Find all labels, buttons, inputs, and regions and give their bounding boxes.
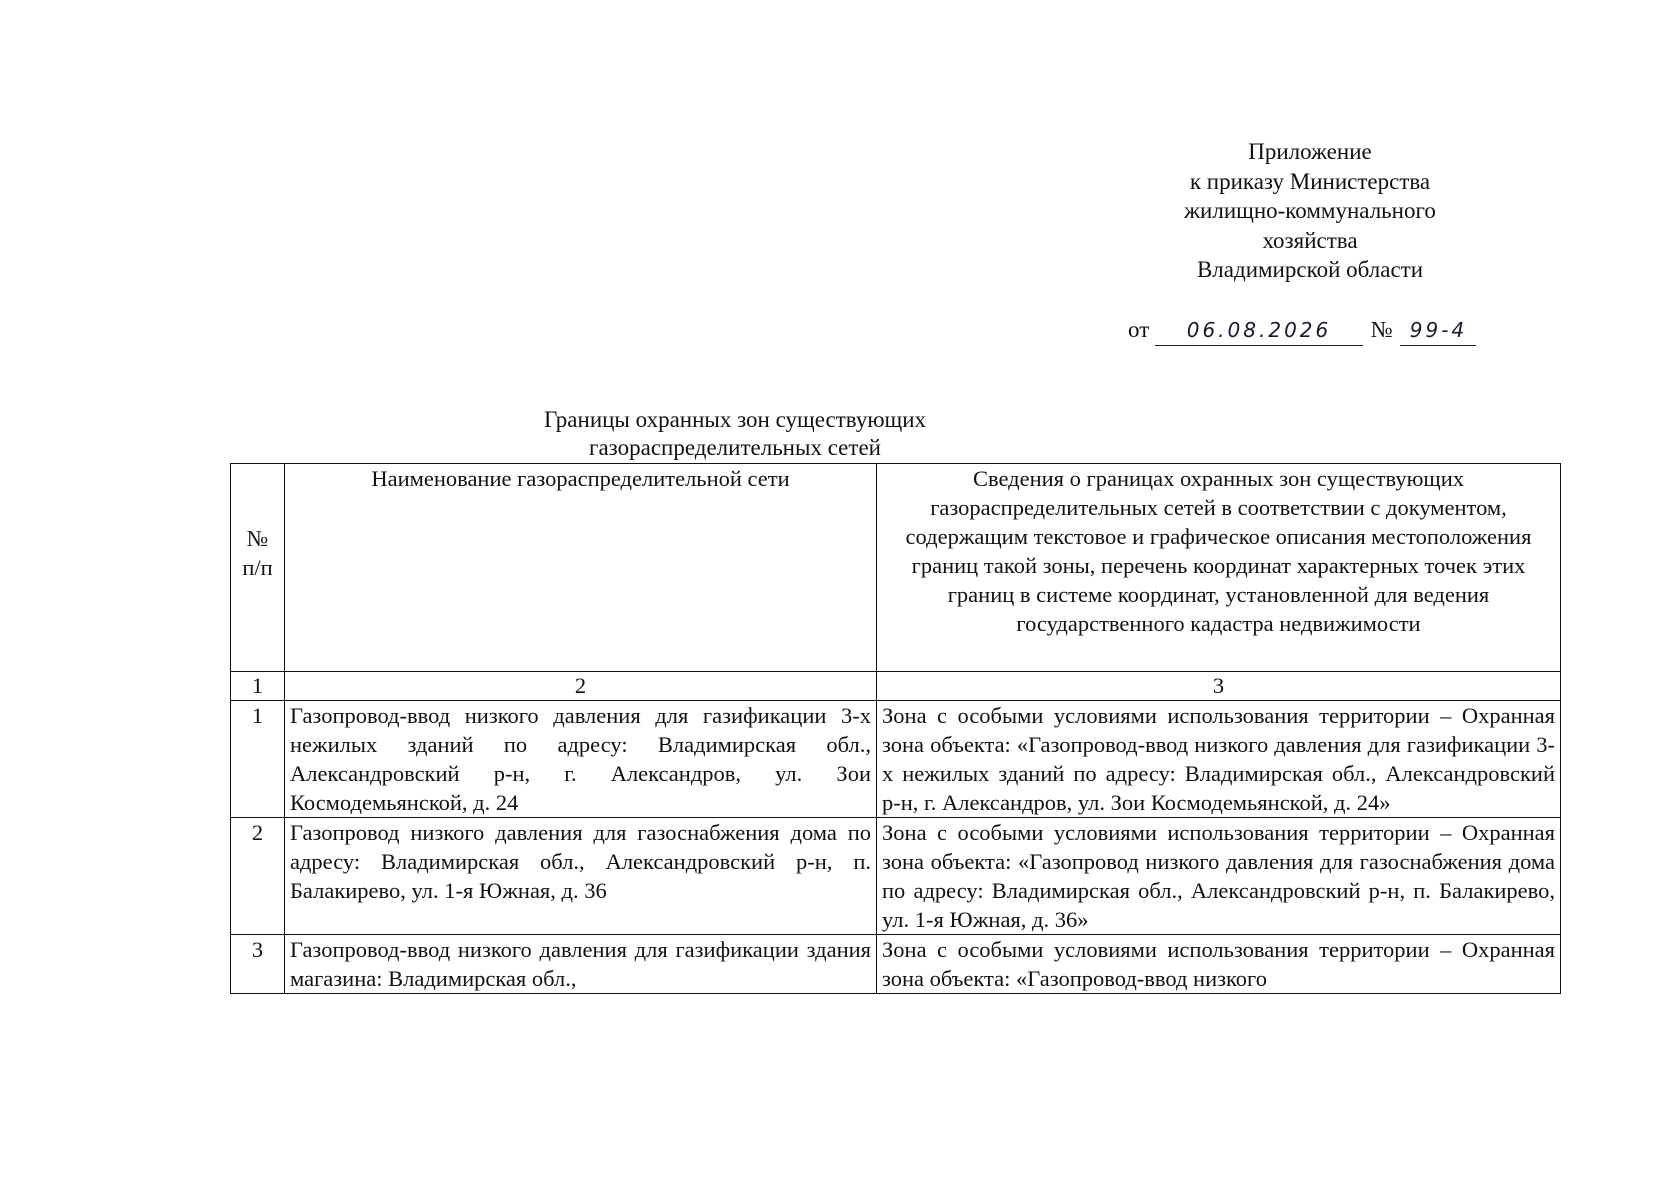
table-header-row — [231, 464, 1561, 672]
header-num-cell — [231, 464, 285, 672]
number-sign: № — [1370, 317, 1393, 342]
table-row — [231, 935, 1561, 994]
appendix-line: к приказу Министерства — [1189, 168, 1431, 194]
handwritten-number: 99-4 — [1400, 316, 1476, 346]
zones-table — [230, 463, 1561, 994]
appendix-block — [1130, 137, 1490, 285]
header-name: Наименование газораспределительной сети — [371, 466, 790, 491]
title-line-2: газораспределительных сетей — [589, 434, 881, 460]
header-num: № п/п — [242, 525, 273, 580]
zones-table-wrapper — [230, 463, 1560, 994]
row-zone-info: Зона с особыми условиями использования территории – Охранная зона объекта: «Газопровод-ввод низкого давления для газификации 3-х нежилых зданий по адресу: Владимирская обл., Александровский р-н, г. Александров, ул. Зои Космодемьянской, д. 24» — [877, 701, 1561, 818]
row-network-name: Газопровод низкого давления для газоснабжения дома по адресу: Владимирская обл., Александровский р-н, п. Балакирево, ул. 1-я Южная, д. 36 — [285, 818, 877, 935]
title-line-1: Границы охранных зон существующих — [543, 407, 927, 432]
document-title — [500, 406, 970, 461]
table-row — [231, 818, 1561, 935]
header-info: Сведения о границах охранных зон существующих газораспределительных сетей в соответствии с документом, содержащим текстовое и графическое описания местоположения границ такой зоны, перечень координат характерных точек этих границ в системе координат, установленной для ведения государственного кадастра недвижимости — [905, 466, 1532, 636]
table-row — [231, 701, 1561, 818]
appendix-line: жилищно-коммунального — [1184, 198, 1436, 223]
appendix-line: Приложение — [1248, 139, 1372, 164]
row-number: 1 — [231, 701, 285, 818]
row-zone-info-clip: Зона с особыми условиями использования территории – Охранная зона объекта: «Газопровод-ввод низкого — [882, 937, 1555, 991]
column-index-cell: 2 — [285, 672, 877, 701]
from-label: от — [1128, 317, 1150, 342]
appendix-line: хозяйства — [1262, 227, 1358, 253]
row-network-name: Газопровод-ввод низкого давления для газификации 3-х нежилых зданий по адресу: Владимирская обл., Александровский р-н, г. Александров, ул. Зои Космодемьянской, д. 24 — [285, 701, 877, 818]
handwritten-date: 06.08.2026 — [1155, 316, 1363, 346]
column-index-cell: 3 — [877, 672, 1561, 701]
header-name-cell — [285, 464, 877, 672]
row-network-name-clip: Газопровод-ввод низкого давления для газификации здания магазина: Владимирская обл., — [290, 937, 871, 991]
row-number: 2 — [231, 818, 285, 935]
header-info-cell — [877, 464, 1561, 672]
column-index-cell: 1 — [231, 672, 285, 701]
row-zone-info: Зона с особыми условиями использования территории – Охранная зона объекта: «Газопровод низкого давления для газоснабжения дома по адресу: Владимирская обл., Александровский р-н, п. Балакирево, ул. 1-я Южная, д. 36» — [877, 818, 1561, 935]
row-number — [231, 935, 285, 994]
order-date-number — [1128, 316, 1528, 346]
column-index-row — [231, 672, 1561, 701]
row-zone-info — [877, 935, 1561, 994]
appendix-line: Владимирской области — [1196, 257, 1424, 282]
row-number-clip: 3 — [251, 937, 264, 962]
row-network-name — [285, 935, 877, 994]
